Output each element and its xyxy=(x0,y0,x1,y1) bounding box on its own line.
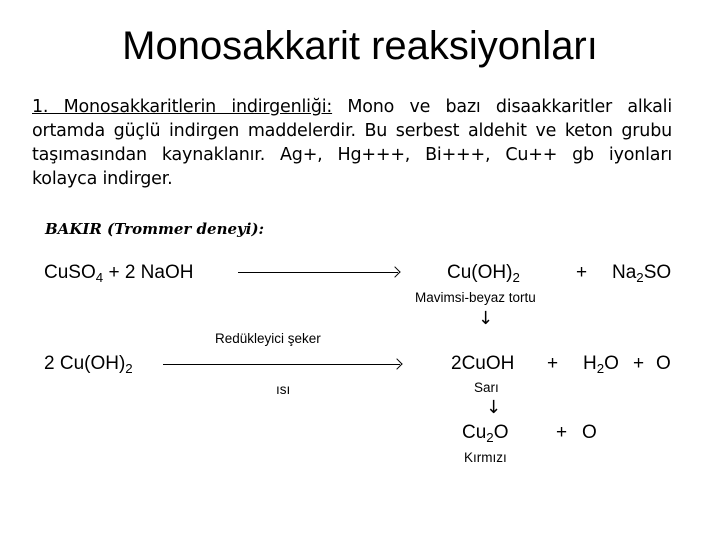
plus-sign: + xyxy=(576,262,588,283)
arrow-label-top: Redükleyici şeker xyxy=(215,331,321,346)
product-cu2o: $Cu_2O$ xyxy=(462,422,509,445)
slide-title: Monosakkarit reaksiyonları xyxy=(122,24,598,68)
plus-sign: + xyxy=(633,353,645,374)
body-paragraph xyxy=(32,95,672,191)
note-mavimsi: Mavimsi-beyaz tortu xyxy=(415,290,536,305)
paragraph-text: Mono ve bazı disaakkaritler alkali ortamda güçlü indirgen maddelerdir. Bu serbest aldehit ve keton grubu taşımasından kaynaklanır. Ag+, Hg+++, Bi+++, Cu++ gb iyonları kolayca indirger. xyxy=(32,97,673,189)
product-h2o: $H_2O$ xyxy=(583,353,619,376)
reaction-arrow-2 xyxy=(163,364,400,365)
plus-sign: + xyxy=(556,422,568,443)
reaction-arrow-1 xyxy=(238,272,398,273)
reactant-cuso4: CuSO$_4$ + 2 NaOH xyxy=(44,262,194,285)
note-sari: Sarı xyxy=(474,380,499,395)
arrow-label-bottom: ısı xyxy=(276,382,291,397)
product-na2so: $Na_2SO$ xyxy=(612,262,672,285)
down-arrow-icon: ↓ xyxy=(478,308,494,329)
reactant-2cuoh2: 2 $Cu(OH)_2$ xyxy=(44,353,133,376)
product-o: O xyxy=(582,422,597,443)
product-2cuoh: 2CuOH xyxy=(451,353,515,374)
paragraph-lead: 1. Monosakkaritlerin indirgenliği: xyxy=(32,97,333,117)
note-kirmizi: Kırmızı xyxy=(464,450,507,465)
trommer-heading: BAKIR (Trommer deneyi): xyxy=(45,220,265,238)
down-arrow-icon: ↓ xyxy=(486,397,502,418)
plus-sign: + xyxy=(547,353,559,374)
product-o: O xyxy=(656,353,671,374)
product-cuoh2: $Cu(OH)_2$ xyxy=(447,262,520,285)
